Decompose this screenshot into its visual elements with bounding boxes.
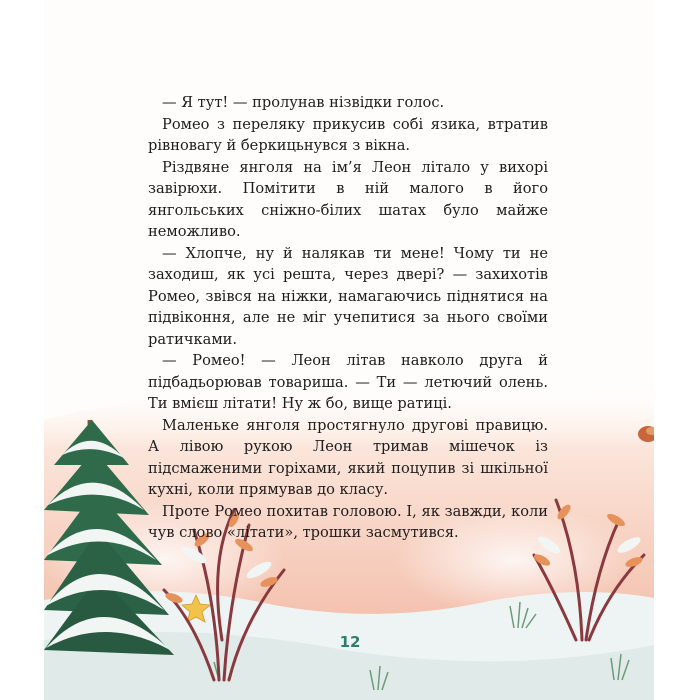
paragraph: — Я тут! — пролунав нізвідки голос. xyxy=(162,94,445,111)
paragraph: Проте Ромео похитав головою. І, як завжди, коли чув слово «літати», трошки засмутився. xyxy=(148,502,548,541)
paragraph: Різдвяне янголя на ім’я Леон літало у вихорі завірюхи. Помітити в ній малого в його янгольських сніжно-білих шатах було майже неможливо. xyxy=(148,158,548,240)
story-text xyxy=(148,92,548,544)
paragraph: Маленьке янголя простягнуло другові правицю. А лівою рукою Леон тримав мішечок із підсмаженими горіхами, який поцупив зі шкільної кухні, коли прямував до класу. xyxy=(148,416,548,498)
paragraph: Ромео з переляку прикусив собі язика, втратив рівновагу й беркицьнувся з вікна. xyxy=(148,115,548,154)
paragraph: — Ромео! — Леон літав навколо друга й підбадьорював товариша. — Ти — летючий олень. Ти вмієш літати! Ну ж бо, вище ратиці. xyxy=(148,352,548,412)
page-number: 12 xyxy=(339,633,361,651)
paragraph: — Хлопче, ну й налякав ти мене! Чому ти не заходиш, як усі решта, через двері? — захихотів Ромео, звівся на ніжки, намагаючись піднятися на підвіконня, але не міг учепитися за нього своїми ратичками. xyxy=(148,244,548,348)
